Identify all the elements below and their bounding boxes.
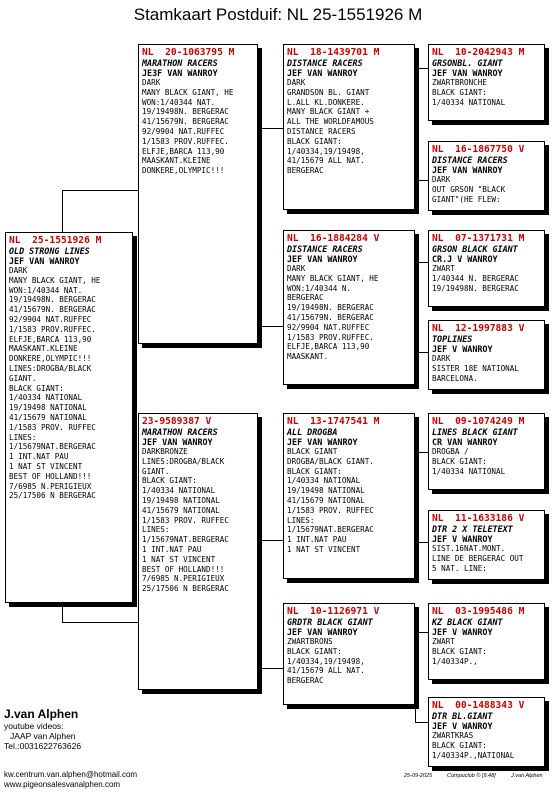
- ring-number: NL 18-1439701 M: [287, 47, 380, 58]
- pigeon-name: MARATHON RACERS: [142, 58, 218, 68]
- connector-line: [415, 452, 416, 470]
- breeder-name: CR.J V WANROY: [432, 254, 498, 264]
- pigeon-info: DARK MANY BLACK GIANT, HE WON:1/40344 NAT. 19/19498N. BERGERAC 41/15679N. BERGERAC 92/9904 NAT.RUFFEC 1/1583 PROV.RUFFEC. ELFJE,BARCA 113,90 MAASKANT.KLEINE DONKERE,OLYMPIC!!!: [142, 78, 234, 176]
- breeder-name: JEF VAN WANROY: [287, 627, 358, 637]
- pigeon-name: DISTANCE RACERS: [287, 58, 363, 68]
- connector-line: [258, 540, 283, 541]
- pigeon-name: ALL DROGBA: [287, 427, 338, 437]
- connector-line: [62, 190, 63, 232]
- ring-number: NL 11-1633186 V: [432, 513, 525, 524]
- pigeon-info: DARK GRANDSON BL. GIANT L.ALL KL.DONKERE. MANY BLACK GIANT + ALL THE WORLDFAMOUS DISTANCE RACERS BLACK GIANT: 1/40334,19/19498, 41/15679 ALL NAT. BERGERAC: [287, 78, 374, 176]
- connector-line: [62, 603, 63, 623]
- pigeon-name: DISTANCE RACERS: [432, 155, 508, 165]
- pigeon-info: SIST.16NAT.MONT. LINE DE BERGERAC OUT 5 NAT. LINE:: [432, 544, 524, 573]
- print-date: 25-09-2025: [404, 773, 433, 779]
- ring-number: NL 25-1551926 M: [9, 235, 102, 246]
- connector-line: [415, 352, 428, 353]
- pigeon-name: GRSON BLACK GIANT: [432, 244, 518, 254]
- ring-number: NL 10-2042943 M: [432, 47, 525, 58]
- grandmother-maternal-card[interactable]: [283, 603, 415, 705]
- breeder-name: JEF V WANROY: [432, 721, 493, 731]
- pigeon-name: KZ BLACK GIANT: [432, 617, 503, 627]
- pigeon-info: DARK SISTER 18E NATIONAL BARCELONA.: [432, 354, 519, 383]
- ring-number: NL 16-1884284 V: [287, 233, 380, 244]
- pigeon-name: OLD STRONG LINES: [9, 246, 90, 256]
- ring-number: NL 16-1867750 V: [432, 144, 525, 155]
- connector-line: [62, 190, 138, 191]
- breeder-name: JEF VAN WANROY: [432, 165, 503, 175]
- ring-number: NL 13-1747541 M: [287, 416, 380, 427]
- software-credit: Compuclub © [9.48]: [447, 773, 496, 779]
- father-card[interactable]: [138, 44, 258, 344]
- ring-number: NL 12-1997883 V: [432, 323, 525, 334]
- great-grandparent-card-7[interactable]: [428, 603, 545, 680]
- pigeon-info: ZWARTBRONS BLACK GIANT: 1/40334,19/19498, 41/15679 ALL NAT. BERGERAC: [287, 637, 365, 686]
- connector-line: [415, 632, 428, 633]
- pigeon-info: DARK MANY BLACK GIANT, HE WON:1/40344 N. BERGERAC 19/19498N. BERGERAC 41/15679N. BERGERAC 92/9904 NAT.RUFFEC 1/1583 PROV.RUFFEC. ELFJE,BARCA 113,90 MAASKANT.: [287, 264, 379, 362]
- ring-number: NL 20-1063795 M: [142, 47, 235, 58]
- pigeon-name: DTR 2 X TELETEXT: [432, 524, 513, 534]
- breeder-name: JEF VAN WANROY: [287, 254, 358, 264]
- connector-line: [415, 520, 416, 542]
- ring-number: NL 10-1126971 V: [287, 606, 380, 617]
- pigeon-name: DTR BL.GIANT: [432, 711, 493, 721]
- breeder-name: JEF V WANROY: [432, 344, 493, 354]
- pigeon-name: GRDTR BLACK GIANT: [287, 617, 373, 627]
- pigeon-info: DROGBA / BLACK GIANT: 1/40334 NATIONAL: [432, 447, 506, 476]
- breeder-name: CR VAN WANROY: [432, 437, 498, 447]
- grandfather-paternal-card[interactable]: [283, 44, 415, 210]
- connector-line: [415, 68, 416, 110]
- breeder-name: JE3F VAN WANROY: [142, 68, 218, 78]
- connector-line: [258, 668, 283, 669]
- breeder-name: JEF VAN WANROY: [287, 68, 358, 78]
- connector-line: [258, 326, 283, 327]
- connector-line: [415, 632, 416, 650]
- great-grandparent-card-5[interactable]: [428, 413, 545, 490]
- owner-name: J.van Alphen: [4, 707, 79, 721]
- pigeon-info: ZWART BLACK GIANT: 1/40334P.,: [432, 637, 487, 666]
- connector-line: [415, 330, 416, 352]
- breeder-name: JEF VAN WANROY: [142, 437, 213, 447]
- ring-number: NL 00-1488343 V: [432, 700, 525, 711]
- pigeon-name: GRSONBL. GIANT: [432, 58, 503, 68]
- ring-number: NL 03-1995486 M: [432, 606, 525, 617]
- connector-line: [415, 670, 416, 722]
- great-grandparent-card-8[interactable]: [428, 697, 545, 767]
- grandfather-maternal-card[interactable]: [283, 413, 415, 579]
- connector-line: [415, 262, 416, 280]
- mother-card[interactable]: [138, 413, 258, 690]
- connector-line: [415, 452, 428, 453]
- pigeon-info: ZWARTBRONCHE BLACK GIANT: 1/40334 NATIONAL: [432, 78, 506, 107]
- connector-line: [258, 128, 283, 129]
- pigeon-name: MARATHON RACERS: [142, 427, 218, 437]
- breeder-name: JEF VAN WANROY: [432, 68, 503, 78]
- pigeon-name: TOPLINES: [432, 334, 473, 344]
- ring-number: NL 07-1371731 M: [432, 233, 525, 244]
- great-grandparent-card-4[interactable]: [428, 320, 545, 390]
- ring-number: 23-9589387 V: [142, 416, 212, 427]
- great-grandparent-card-1[interactable]: [428, 44, 545, 121]
- footer-website[interactable]: www.pigeonsalesvanalphen.com: [4, 780, 121, 789]
- owner-block: [4, 707, 81, 751]
- connector-line: [415, 68, 428, 69]
- pigeon-info: DARK OUT GRSON "BLACK GIANT"(HE FLEW:: [432, 175, 506, 204]
- pigeon-info: ZWARTKRAS BLACK GIANT: 1/40334P.,NATIONAL: [432, 731, 515, 760]
- owner-line: JAAP van Alphen: [10, 731, 76, 741]
- great-grandparent-card-6[interactable]: [428, 510, 545, 580]
- footer-email[interactable]: kw.centrum.van.alphen@hotmail.com: [4, 770, 138, 779]
- page-title: Stamkaart Postduif: NL 25-1551926 M: [133, 5, 423, 24]
- pigeon-name: DISTANCE RACERS: [287, 244, 363, 254]
- author-credit: J.van Alphen: [511, 773, 543, 779]
- connector-line: [415, 542, 428, 543]
- connector-line: [415, 165, 416, 180]
- breeder-name: JEF VAN WANROY: [287, 437, 358, 447]
- breeder-name: JEF VAN WANROY: [9, 256, 80, 266]
- owner-line: youtube videos:: [4, 721, 64, 731]
- pigeon-card[interactable]: [5, 232, 133, 603]
- connector-line: [415, 722, 428, 723]
- connector-line: [415, 180, 428, 181]
- great-grandparent-card-3[interactable]: [428, 230, 545, 307]
- connector-line: [415, 262, 428, 263]
- breeder-name: JEF V WANROY: [432, 627, 493, 637]
- pigeon-info: ZWART 1/40344 N. BERGERAC 19/19498N. BERGERAC: [432, 264, 519, 293]
- pigeon-info: BLACK GIANT DROGBA/BLACK GIANT. BLACK GIANT: 1/40334 NATIONAL 19/19498 NATIONAL 41/15679 NATIONAL 1/1583 PROV. RUFFEC LINES: 1/15679NAT.BERGERAC 1 INT.NAT PAU 1 NAT ST VINCENT: [287, 447, 374, 554]
- ring-number: NL 09-1074249 M: [432, 416, 525, 427]
- grandmother-paternal-card[interactable]: [283, 230, 415, 385]
- pigeon-info: DARKBRONZE LINES:DROGBA/BLACK GIANT. BLACK GIANT: 1/40334 NATIONAL 19/19498 NATIONAL 41/15679 NATIONAL 1/1583 PROV. RUFFEC LINES: 1/15679NAT.BERGERAC 1 INT.NAT PAU 1 NAT ST VINCENT BEST OF HOLLAND!!! 7/6985 N.PERIGIEUX 25/17506 N BERGERAC: [142, 447, 229, 594]
- connector-line: [62, 622, 138, 623]
- owner-phone: Tel.:0031622763626: [4, 741, 82, 751]
- great-grandparent-card-2[interactable]: [428, 141, 545, 211]
- breeder-name: JEF V WANROY: [432, 534, 493, 544]
- pigeon-name: LINES BLACK GIANT: [432, 427, 518, 437]
- pigeon-info: DARK MANY BLACK GIANT, HE WON:1/40344 NAT. 19/19498N. BERGERAC 41/15679N. BERGERAC 92/9904 NAT.RUFFEC 1/1583 PROV.RUFFEC. ELFJE,BARCA 113,90 MAASKANT.KLEINE DONKERE,OLYMPIC!!! LINES:DROGBA/BLACK GIANT. BLACK GIANT: 1/40334 NATIONAL 19/19498 NATIONAL 41/15679 NATIONAL 1/1583 PROV. RUFFEC LINES: 1/15679NAT.BERGERAC 1 INT.NAT PAU 1 NAT ST VINCENT BEST OF HOLLAND!!! 7/6985 N.PERIGIEUX 25/17506 N BERGERAC: [9, 266, 101, 501]
